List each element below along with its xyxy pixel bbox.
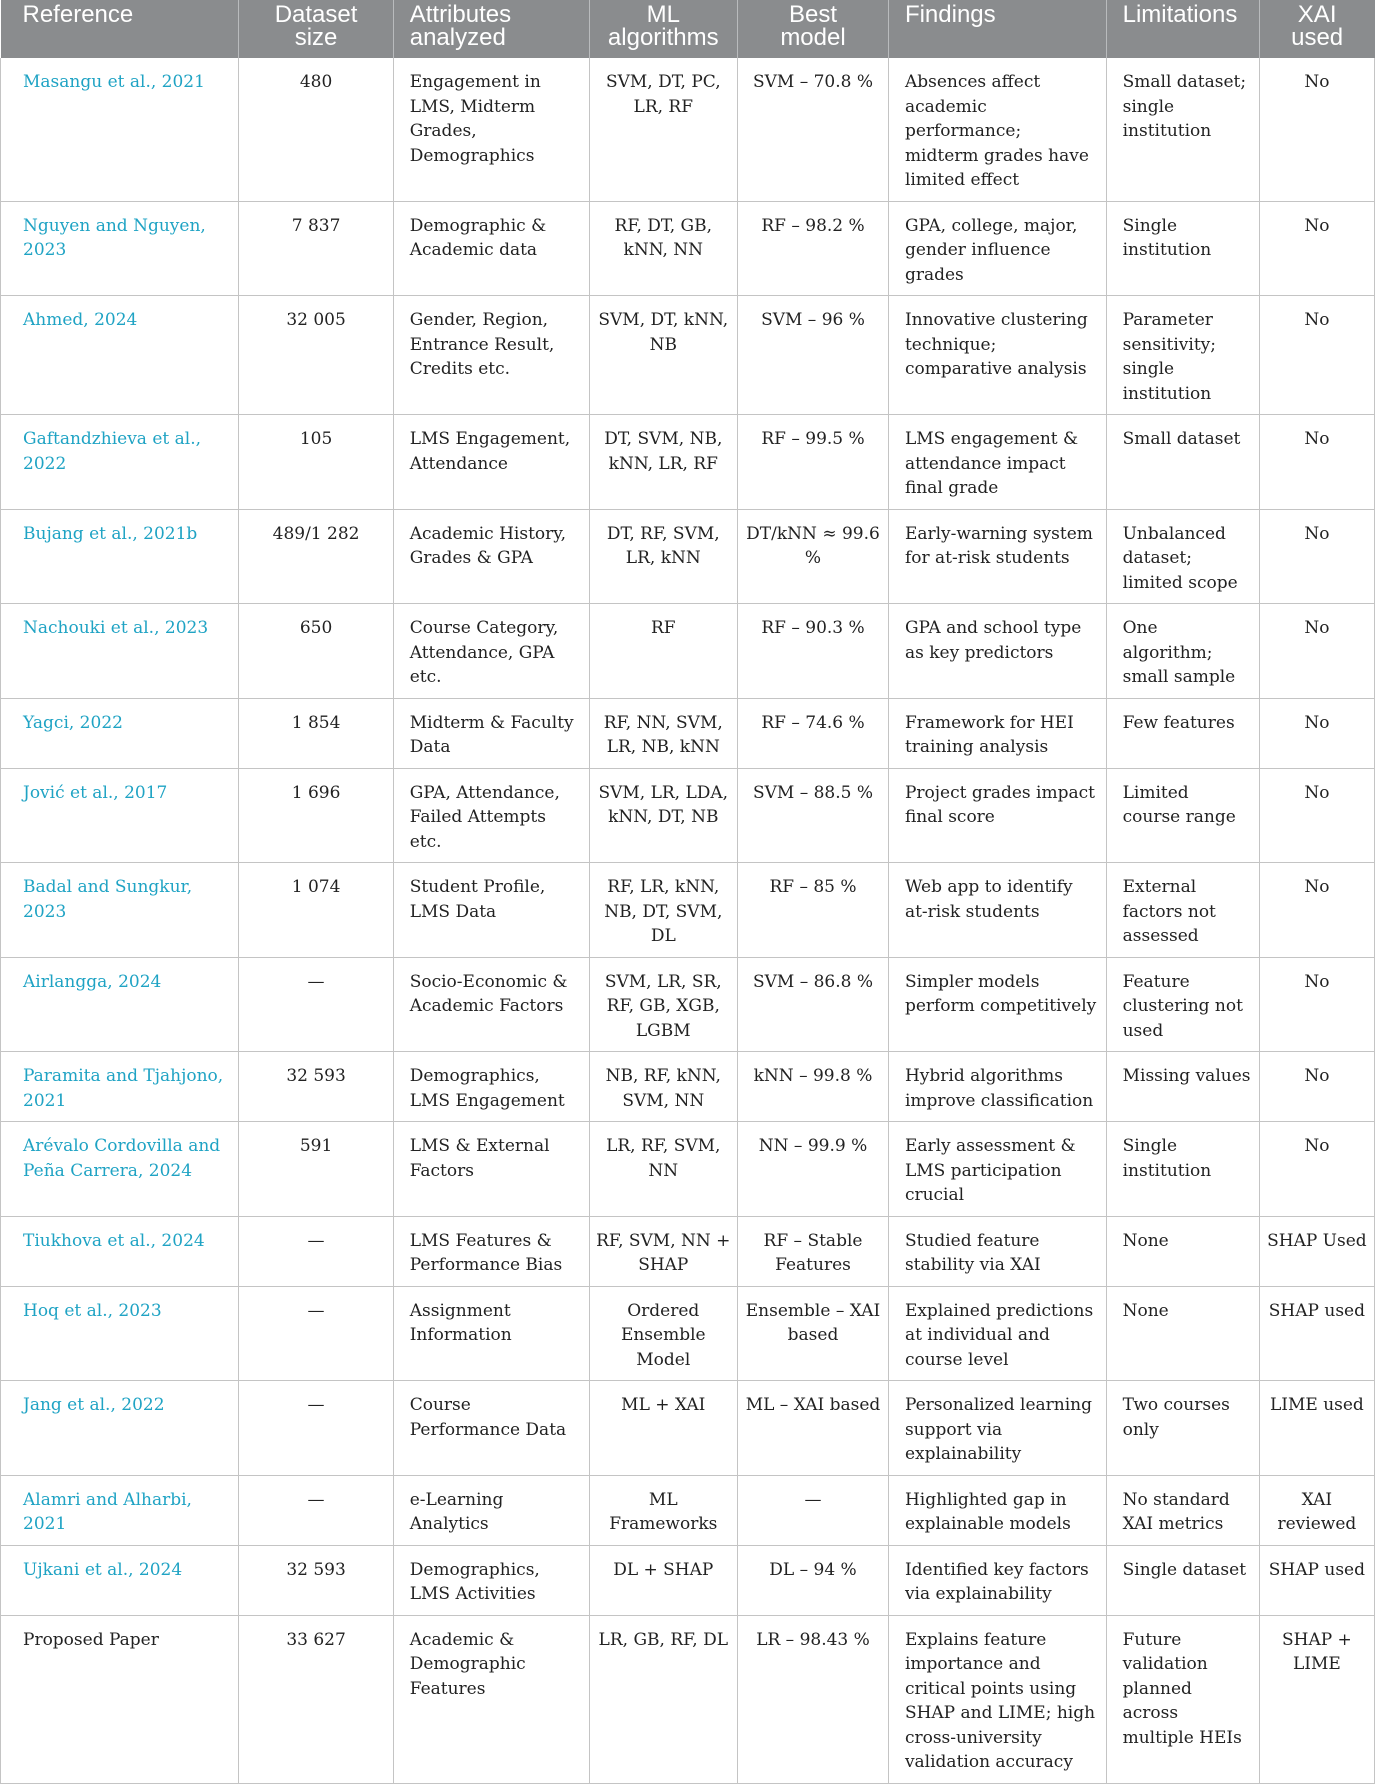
table-row [1, 58, 1375, 201]
header-row [1, 0, 1375, 58]
header-xai-used [1259, 0, 1374, 58]
cell-ml-algorithms: SVM, LR, SR, RF, GB, XGB, LGBM [589, 957, 738, 1052]
cell-xai-used: No [1259, 1052, 1374, 1122]
table-row [1, 1122, 1375, 1217]
cell-xai-used: XAI reviewed [1259, 1475, 1374, 1545]
cell-ml-algorithms: RF, SVM, NN + SHAP [589, 1216, 738, 1286]
cell-attributes: Assignment Information [393, 1286, 589, 1381]
table-row [1, 1615, 1375, 1783]
cell-attributes: Academic & Demographic Features [393, 1615, 589, 1783]
cell-attributes: Academic History, Grades & GPA [393, 509, 589, 604]
cell-dataset-size: 489/1 282 [239, 509, 393, 604]
cell-ml-algorithms: RF, LR, kNN, NB, DT, SVM, DL [589, 863, 738, 958]
table-row [1, 1475, 1375, 1545]
cell-attributes: Gender, Region, Entrance Result, Credits etc. [393, 296, 589, 415]
cell-findings: Early-warning system for at-risk students [888, 509, 1106, 604]
cell-ml-algorithms: DT, SVM, NB, kNN, LR, RF [589, 415, 738, 510]
table-row [1, 1052, 1375, 1122]
cell-limitations: One algorithm; small sample [1106, 604, 1259, 699]
cell-xai-used: SHAP used [1259, 1545, 1374, 1615]
cell-attributes: LMS Features & Performance Bias [393, 1216, 589, 1286]
cell-best-model: NN – 99.9 % [738, 1122, 889, 1217]
cell-dataset-size: 32 593 [239, 1545, 393, 1615]
cell-xai-used: No [1259, 863, 1374, 958]
table-row [1, 201, 1375, 296]
cell-ml-algorithms: Ordered Ensemble Model [589, 1286, 738, 1381]
cell-findings: Studied feature stability via XAI [888, 1216, 1106, 1286]
cell-findings: GPA and school type as key predictors [888, 604, 1106, 699]
cell-xai-used: No [1259, 604, 1374, 699]
cell-attributes: Demographic & Academic data [393, 201, 589, 296]
cell-limitations: None [1106, 1216, 1259, 1286]
table-row [1, 698, 1375, 768]
cell-xai-used: No [1259, 58, 1374, 201]
reference-link[interactable]: Nachouki et al., 2023 [1, 604, 239, 699]
cell-dataset-size: 33 627 [239, 1615, 393, 1783]
cell-limitations: Parameter sensitivity; single institution [1106, 296, 1259, 415]
cell-attributes: Engagement in LMS, Midterm Grades, Demographics [393, 58, 589, 201]
cell-ml-algorithms: ML + XAI [589, 1381, 738, 1476]
table-row [1, 296, 1375, 415]
table-row [1, 863, 1375, 958]
header-findings-label: Findings [904, 1, 996, 28]
cell-ml-algorithms: SVM, LR, LDA, kNN, DT, NB [589, 768, 738, 863]
cell-xai-used: SHAP Used [1259, 1216, 1374, 1286]
header-ml-algorithms-line2: algorithms [607, 24, 719, 51]
cell-findings: GPA, college, major, gender influence grades [888, 201, 1106, 296]
cell-dataset-size: — [239, 1475, 393, 1545]
cell-limitations: No standard XAI metrics [1106, 1475, 1259, 1545]
reference-link[interactable]: Hoq et al., 2023 [1, 1286, 239, 1381]
cell-dataset-size: 32 005 [239, 296, 393, 415]
cell-ml-algorithms: ML Frameworks [589, 1475, 738, 1545]
header-xai-used-line1: XAI [1297, 1, 1337, 28]
table-body [1, 58, 1375, 1783]
table-row [1, 604, 1375, 699]
cell-xai-used: No [1259, 509, 1374, 604]
header-ml-algorithms [589, 0, 738, 58]
header-ml-algorithms-line1: ML [646, 1, 680, 28]
reference-link[interactable]: Yagci, 2022 [1, 698, 239, 768]
cell-dataset-size: — [239, 1286, 393, 1381]
cell-findings: Absences affect academic performance; midterm grades have limited effect [888, 58, 1106, 201]
cell-ml-algorithms: DT, RF, SVM, LR, kNN [589, 509, 738, 604]
cell-findings: Hybrid algorithms improve classification [888, 1052, 1106, 1122]
cell-xai-used: No [1259, 768, 1374, 863]
cell-attributes: LMS Engagement, Attendance [393, 415, 589, 510]
cell-attributes: Course Performance Data [393, 1381, 589, 1476]
reference-link[interactable]: Bujang et al., 2021b [1, 509, 239, 604]
cell-findings: Explains feature importance and critical points using SHAP and LIME; high cross-university validation accuracy [888, 1615, 1106, 1783]
cell-limitations: Single institution [1106, 201, 1259, 296]
cell-ml-algorithms: RF, NN, SVM, LR, NB, kNN [589, 698, 738, 768]
reference-link[interactable]: Nguyen and Nguyen, 2023 [1, 201, 239, 296]
reference-link[interactable]: Masangu et al., 2021 [1, 58, 239, 201]
header-attributes-line2: analyzed [409, 24, 506, 51]
cell-best-model: DT/kNN ≈ 99.6 % [738, 509, 889, 604]
cell-limitations: Two courses only [1106, 1381, 1259, 1476]
cell-dataset-size: 650 [239, 604, 393, 699]
cell-attributes: Course Category, Attendance, GPA etc. [393, 604, 589, 699]
reference-link[interactable]: Gaftandzhieva et al., 2022 [1, 415, 239, 510]
table-row [1, 768, 1375, 863]
cell-dataset-size: 32 593 [239, 1052, 393, 1122]
cell-best-model: RF – 74.6 % [738, 698, 889, 768]
cell-ml-algorithms: RF [589, 604, 738, 699]
header-attributes [393, 0, 589, 58]
reference-link[interactable]: Airlangga, 2024 [1, 957, 239, 1052]
cell-limitations: External factors not assessed [1106, 863, 1259, 958]
table-header [1, 0, 1375, 58]
cell-best-model: SVM – 70.8 % [738, 58, 889, 201]
cell-ml-algorithms: LR, GB, RF, DL [589, 1615, 738, 1783]
cell-limitations: Small dataset; single institution [1106, 58, 1259, 201]
cell-attributes: Socio-Economic & Academic Factors [393, 957, 589, 1052]
cell-dataset-size: 480 [239, 58, 393, 201]
cell-xai-used: SHAP used [1259, 1286, 1374, 1381]
cell-best-model: SVM – 96 % [738, 296, 889, 415]
cell-xai-used: LIME used [1259, 1381, 1374, 1476]
cell-limitations: Missing values [1106, 1052, 1259, 1122]
cell-dataset-size: — [239, 1216, 393, 1286]
header-dataset-size-line2: size [294, 24, 338, 51]
header-limitations [1106, 0, 1259, 58]
reference-link[interactable]: Jang et al., 2022 [1, 1381, 239, 1476]
reference-link[interactable]: Ahmed, 2024 [1, 296, 239, 415]
header-dataset-size-line1: Dataset [274, 1, 358, 28]
cell-findings: Early assessment & LMS participation crucial [888, 1122, 1106, 1217]
cell-findings: LMS engagement & attendance impact final grade [888, 415, 1106, 510]
header-findings [888, 0, 1106, 58]
cell-best-model: Ensemble – XAI based [738, 1286, 889, 1381]
cell-attributes: Demographics, LMS Activities [393, 1545, 589, 1615]
cell-best-model: — [738, 1475, 889, 1545]
table-row [1, 1216, 1375, 1286]
cell-best-model: ML – XAI based [738, 1381, 889, 1476]
cell-ml-algorithms: LR, RF, SVM, NN [589, 1122, 738, 1217]
cell-dataset-size: — [239, 1381, 393, 1476]
reference-link[interactable]: Paramita and Tjahjono, 2021 [1, 1052, 239, 1122]
table-row [1, 509, 1375, 604]
cell-ml-algorithms: NB, RF, kNN, SVM, NN [589, 1052, 738, 1122]
cell-best-model: RF – 99.5 % [738, 415, 889, 510]
cell-dataset-size: 1 074 [239, 863, 393, 958]
cell-limitations: Small dataset [1106, 415, 1259, 510]
cell-findings: Identified key factors via explainability [888, 1545, 1106, 1615]
cell-findings: Highlighted gap in explainable models [888, 1475, 1106, 1545]
cell-best-model: SVM – 86.8 % [738, 957, 889, 1052]
table-row [1, 415, 1375, 510]
cell-dataset-size: 105 [239, 415, 393, 510]
cell-limitations: Few features [1106, 698, 1259, 768]
cell-limitations: Limited course range [1106, 768, 1259, 863]
cell-limitations: None [1106, 1286, 1259, 1381]
cell-best-model: RF – 98.2 % [738, 201, 889, 296]
cell-best-model: DL – 94 % [738, 1545, 889, 1615]
cell-xai-used: No [1259, 1122, 1374, 1217]
cell-limitations: Single dataset [1106, 1545, 1259, 1615]
header-attributes-line1: Attributes [409, 1, 512, 28]
reference-link[interactable]: Ujkani et al., 2024 [1, 1545, 239, 1615]
cell-attributes: e-Learning Analytics [393, 1475, 589, 1545]
cell-attributes: Student Profile, LMS Data [393, 863, 589, 958]
cell-xai-used: SHAP + LIME [1259, 1615, 1374, 1783]
header-reference-label: Reference [22, 1, 134, 28]
reference-link[interactable]: Badal and Sungkur, 2023 [1, 863, 239, 958]
cell-findings: Personalized learning support via explainability [888, 1381, 1106, 1476]
cell-best-model: kNN – 99.8 % [738, 1052, 889, 1122]
cell-best-model: LR – 98.43 % [738, 1615, 889, 1783]
cell-ml-algorithms: RF, DT, GB, kNN, NN [589, 201, 738, 296]
cell-attributes: Midterm & Faculty Data [393, 698, 589, 768]
cell-xai-used: No [1259, 415, 1374, 510]
cell-best-model: SVM – 88.5 % [738, 768, 889, 863]
reference-link[interactable]: Tiukhova et al., 2024 [1, 1216, 239, 1286]
cell-dataset-size: 591 [239, 1122, 393, 1217]
cell-limitations: Unbalanced dataset; limited scope [1106, 509, 1259, 604]
cell-ml-algorithms: SVM, DT, kNN, NB [589, 296, 738, 415]
cell-xai-used: No [1259, 957, 1374, 1052]
reference-link[interactable]: Jović et al., 2017 [1, 768, 239, 863]
cell-xai-used: No [1259, 296, 1374, 415]
cell-dataset-size: 7 837 [239, 201, 393, 296]
reference-link[interactable]: Arévalo Cordovilla and Peña Carrera, 2024 [1, 1122, 239, 1217]
cell-best-model: RF – 85 % [738, 863, 889, 958]
cell-attributes: Demographics, LMS Engagement [393, 1052, 589, 1122]
reference-link[interactable]: Alamri and Alharbi, 2021 [1, 1475, 239, 1545]
cell-ml-algorithms: SVM, DT, PC, LR, RF [589, 58, 738, 201]
cell-attributes: GPA, Attendance, Failed Attempts etc. [393, 768, 589, 863]
cell-findings: Explained predictions at individual and course level [888, 1286, 1106, 1381]
cell-xai-used: No [1259, 698, 1374, 768]
cell-findings: Innovative clustering technique; comparative analysis [888, 296, 1106, 415]
table-row [1, 957, 1375, 1052]
header-best-model-line1: Best [788, 1, 838, 28]
cell-attributes: LMS & External Factors [393, 1122, 589, 1217]
cell-dataset-size: 1 696 [239, 768, 393, 863]
cell-findings: Project grades impact final score [888, 768, 1106, 863]
table-row [1, 1545, 1375, 1615]
table-row [1, 1286, 1375, 1381]
cell-findings: Simpler models perform competitively [888, 957, 1106, 1052]
cell-reference: Proposed Paper [1, 1615, 239, 1783]
header-best-model [738, 0, 889, 58]
header-reference [1, 0, 239, 58]
cell-dataset-size: — [239, 957, 393, 1052]
table-row [1, 1381, 1375, 1476]
cell-xai-used: No [1259, 201, 1374, 296]
header-limitations-label: Limitations [1122, 1, 1238, 28]
cell-limitations: Single institution [1106, 1122, 1259, 1217]
cell-findings: Web app to identify at-risk students [888, 863, 1106, 958]
cell-ml-algorithms: DL + SHAP [589, 1545, 738, 1615]
cell-findings: Framework for HEI training analysis [888, 698, 1106, 768]
header-xai-used-line2: used [1291, 24, 1344, 51]
header-dataset-size [239, 0, 393, 58]
cell-limitations: Feature clustering not used [1106, 957, 1259, 1052]
cell-limitations: Future validation planned across multiple HEIs [1106, 1615, 1259, 1783]
cell-dataset-size: 1 854 [239, 698, 393, 768]
cell-best-model: RF – Stable Features [738, 1216, 889, 1286]
header-best-model-line2: model [780, 24, 846, 51]
cell-best-model: RF – 90.3 % [738, 604, 889, 699]
